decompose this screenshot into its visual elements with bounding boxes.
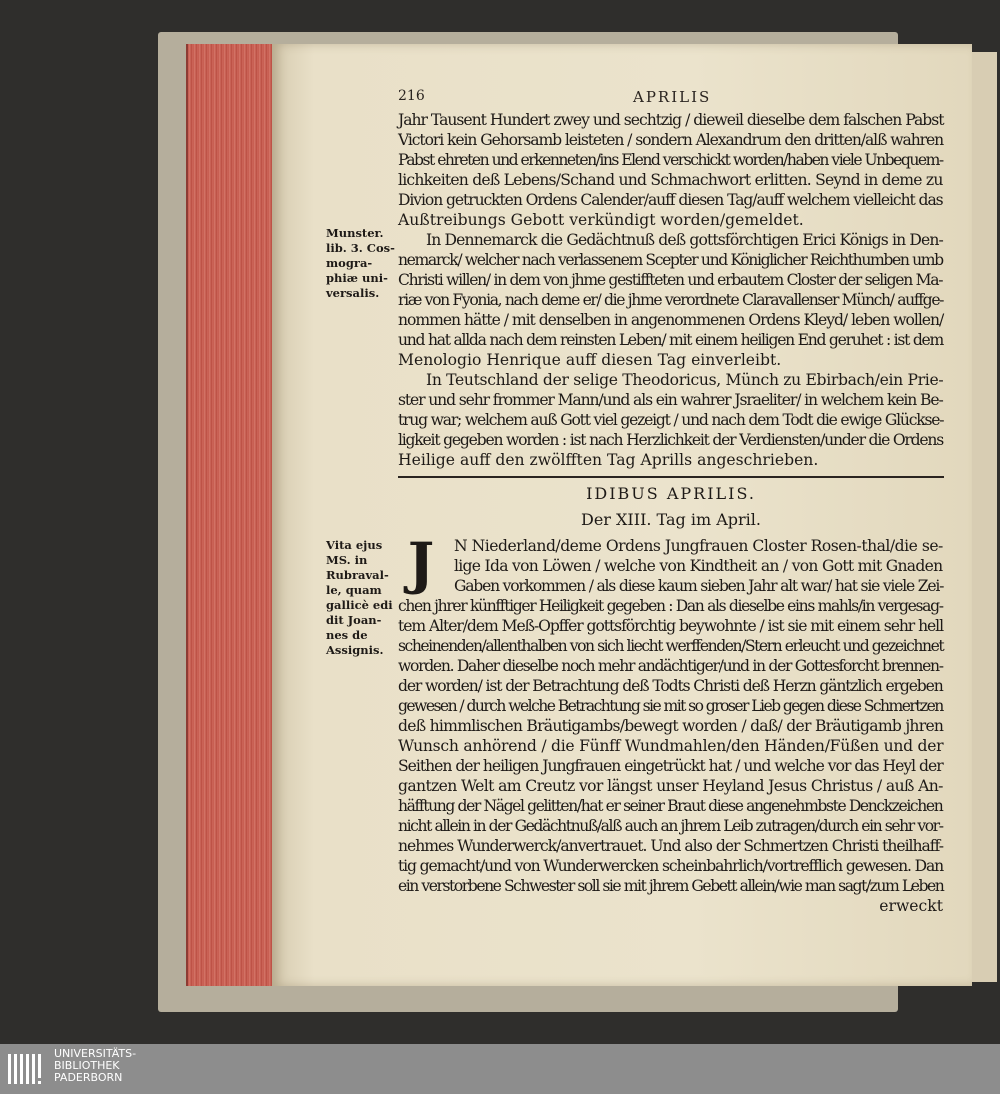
text-line: und hat allda nach dem reinsten Leben/ mit einem heiligen End geruhet : ist dem [398,331,944,349]
text-line: Victori kein Gehorsamb leisteten / sondern Alexandrum den dritten/alß wahren [398,131,944,149]
library-logo-text [54,1048,136,1084]
section-divider [398,476,944,478]
catchword: erweckt [879,897,943,915]
text-line: häfftung der Nägel gelitten/hat er seiner Braut diese angenehmbste Denckzeichen [398,797,943,815]
text-line: In Dennemarck die Gedächtnuß deß gottsförchtigen Erici Königs in Den- [426,231,943,249]
text-line: gantzen Welt am Creutz vor längst unser Heyland Jesus Christus / auß An- [398,777,943,795]
text-line: ein verstorbene Schwester soll sie mit jhrem Gebett allein/wie man sagt/zum Leben [398,877,944,895]
margin-note-line: mogra- [326,256,373,270]
day-heading: Der XIII. Tag im April. [581,510,761,529]
margin-note-munster [326,226,398,301]
library-logo-icon [6,1050,46,1088]
text-line: lige Ida von Löwen / welche von Kindtheit an / von Gott mit Gnaden [454,557,943,575]
facing-page-edge [968,52,997,982]
margin-note-line: Munster. [326,226,384,240]
text-line: riæ von Fyonia, nach deme er/ die jhme verordnete Claravallenser Münch/ auffge- [398,291,944,309]
margin-note-line: gallicè edi [326,598,393,612]
text-line: Wunsch anhörend / die Fünff Wundmahlen/den Händen/Füßen und der [398,737,944,755]
text-line: nemarck/ welcher nach verlassenem Scepter und Königlicher Reichthumben umb [398,251,943,269]
text-line: ster und sehr frommer Mann/und als ein wahrer Jsraeliter/ in welchem kein Be- [398,391,943,409]
margin-note-line: Vita ejus [326,538,383,552]
text-line: trug war; welchem auß Gott viel gezeigt / und nach dem Todt die ewige Glückse- [398,411,944,429]
margin-note-line: Assignis. [326,643,384,657]
section-2-text [398,531,944,916]
text-line: scheinenden/allenthalben von sich liecht werffenden/Stern erleucht und gezeichnet [398,637,944,655]
margin-note-line: dit Joan- [326,613,382,627]
text-line: tem Alter/dem Meß-Opffer gottsförchtig beywohnte / ist sie mit einem sehr hell [398,617,944,635]
running-head: APRILIS [633,88,712,106]
margin-note-line: versalis. [326,286,380,300]
text-line: der worden/ ist der Betrachtung deß Todts Christi deß Herzn gäntzlich ergeben [398,677,943,695]
text-line: In Teutschland der selige Theodoricus, Münch zu Ebirbach/ein Prie- [426,371,944,389]
footer-bar [0,1044,1000,1094]
text-line: nommen hätte / mit denselben in angenommenen Ordens Kleyd/ leben wollen/ [398,311,944,329]
text-line: nicht allein in der Gedächtnuß/alß auch an jhrem Leib zutragen/durch ein sehr vor- [398,817,943,835]
text-line: Pabst ehreten und erkenneten/ins Elend verschickt worden/haben viele Unbequem- [398,151,943,169]
text-line: nehmes Wunderwerck/anvertrauet. Und also der Schmertzen Christi theilhaff- [398,837,943,855]
margin-note-vita [326,538,398,658]
text-line: Seithen der heiligen Jungfrauen eingetrückt hat / und welche vor das Heyl der [398,757,943,775]
text-line: gewesen / durch welche Betrachtung sie mit so groser Lieb gegen diese Schmertzen [398,697,943,715]
logo-line: BIBLIOTHEK [54,1059,120,1072]
text-line: Menologio Henrique auff diesen Tag einverleibt. [398,351,782,369]
margin-note-line: nes de [326,628,368,642]
section-title: IDIBUS APRILIS. [586,484,756,503]
text-line: tig gemacht/und von Wunderwercken scheinbahrlich/vortrefflich gewesen. Dan [398,857,944,875]
text-line: N Niederland/deme Ordens Jungfrauen Closter Rosen-thal/die se- [454,537,943,555]
logo-line: UNIVERSITÄTS- [54,1047,137,1060]
margin-note-line: Rubraval- [326,568,389,582]
text-line: ligkeit gegeben worden : ist nach Herzlichkeit der Verdiensten/under die Ordens [398,431,944,449]
section-1-text [398,110,943,470]
page-header [398,88,938,108]
decorated-initial: J [407,531,435,597]
margin-note-line: phiæ uni- [326,271,388,285]
page-number: 216 [398,88,425,104]
text-line: Gaben vorkommen / als diese kaum sieben Jahr alt war/ hat sie viele Zei- [454,577,944,595]
text-line: deß himmlischen Bräutigambs/bewegt worden / daß/ der Bräutigamb jhren [398,717,944,735]
margin-note-line: le, quam [326,583,382,597]
text-line: lichkeiten deß Lebens/Schand und Schmachwort erlitten. Seynd in deme zu [398,171,943,189]
text-line: Jahr Tausent Hundert zwey und sechtzig / dieweil dieselbe dem falschen Pabst [398,111,944,129]
text-line: Christi willen/ in dem von jhme gestiffteten und erbautem Closter der seligen Ma- [398,271,943,289]
text-line: worden. Daher dieselbe noch mehr andächtiger/und in der Gottesforcht brennen- [398,657,943,675]
text-line: chen jhrer künfftiger Heiligkeit gegeben : Dan als dieselbe eins mahls/in vergesag- [398,597,943,615]
text-line: Außtreibungs Gebott verkündigt worden/gemeldet. [398,211,804,229]
text-line: Heilige auff den zwölfften Tag Aprills angeschrieben. [398,451,819,469]
margin-note-line: MS. in [326,553,368,567]
margin-note-line: lib. 3. Cos- [326,241,395,255]
text-line: Divion getruckten Ordens Calender/auff diesen Tag/auff welchem vielleicht das [398,191,943,209]
page-block-edge [186,44,274,986]
logo-line: PADERBORN [54,1071,123,1084]
